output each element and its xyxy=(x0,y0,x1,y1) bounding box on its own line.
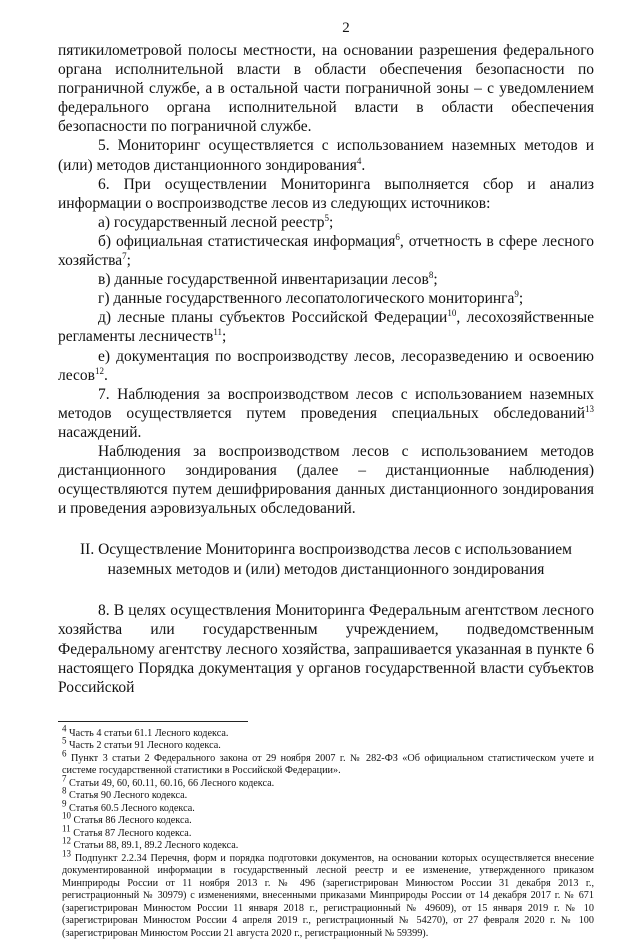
footnote-ref: 7 xyxy=(122,250,127,261)
paragraph: Наблюдения за воспроизводством лесов с использованием методов дистанционного зондирования (далее – дистанционные наблюдения) осуществляются путем дешифрирования данных дистанционного зондирования и проведения аэровизуальных обследований. xyxy=(58,442,594,518)
footnote-ref: 11 xyxy=(213,327,223,338)
footnote: $^{10}$ Статья 86 Лесного кодекса. xyxy=(62,810,192,827)
paragraph: 7. Наблюдения за воспроизводством лесов с использованием наземных методов осуществляется путем проведения специальных обследований$^{13}$ насаждений. xyxy=(58,385,594,441)
footnote-ref: 5 xyxy=(324,212,330,223)
footnote-ref: 8 xyxy=(428,269,434,280)
footnote-ref: 10 xyxy=(447,308,457,319)
paragraph: пятикилометровой полосы местности, на основании разрешения федерального органа исполнительной власти в области обеспечения безопасности по пограничной службе, а в остальной части пограничной зоны – с уведомлением федерального органа исполнительной власти в области обеспечения безопасности по пограничной службе. xyxy=(58,42,594,136)
footnote: $^{12}$ Статьи 88, 89.1, 89.2 Лесного кодекса. xyxy=(62,835,239,852)
footnote: $^7$ Статьи 49, 60, 60.11, 60.16, 66 Лесного кодекса. xyxy=(62,773,275,789)
footnote: $^9$ Статья 60.5 Лесного кодекса. xyxy=(62,798,195,814)
paragraph: 8. В целях осуществления Мониторинга Федеральным агентством лесного хозяйства или государственным учреждением, подведомственным Федеральному агентству лесного хозяйства, запрашивается указанная в пункте 6 настоящего Порядка документация у органов государственной власти субъектов Российской xyxy=(58,602,594,696)
body-text xyxy=(58,41,594,697)
footnote: $^4$ Часть 4 статьи 61.1 Лесного кодекса. xyxy=(62,723,229,739)
paragraph: 5. Мониторинг осуществляется с использованием наземных методов и (или) методов дистанционного зондирования$^4$. xyxy=(58,137,594,174)
list-item: е) документация по воспроизводству лесов, лесоразведению и освоению лесов$^{12}$. xyxy=(58,347,594,384)
footnote: $^{13}$ Подпункт 2.2.34 Перечня, форм и порядка подготовки документов, на основании которых осуществляется внесение документированной информации в государственный лесной реестр и ее изменение, утвержденного приказом Минприроды России от 11 ноября 2013 г. № 496 (зарегистрирован Минюстом России 31 декабря 2013 г., регистрационный № 30979) с изменениями, внесенными приказами Минприроды России от 14 декабря 2017 г. № 671 (зарегистрирован Минюстом России 11 января 2018 г., регистрационный № 49609), от 15 января 2019 г. № 10 (зарегистрирован Минюстом России 4 апреля 2019 г., регистрационный № 54270), от 27 февраля 2020 г. № 100 (зарегистрирован Минюстом России 21 августа 2020 г., регистрационный № 59399). xyxy=(62,848,594,939)
footnote-ref: 13 xyxy=(585,403,594,414)
paragraph: 6. При осуществлении Мониторинга выполняется сбор и анализ информации о воспроизводстве лесов из следующих источников: xyxy=(58,175,594,212)
footnote-ref: 9 xyxy=(514,289,519,300)
list-item: г) данные государственного лесопатологического мониторинга$^9$; xyxy=(98,289,524,308)
footnote: $^5$ Часть 2 статьи 91 Лесного кодекса. xyxy=(62,735,221,752)
footnote: $^6$ Пункт 3 статьи 2 Федерального закона от 29 ноября 2007 г. № 282-ФЗ «Об официальном статистическом учете и системе государственной статистики в Российской Федерации». xyxy=(62,748,594,777)
footnote-ref: 12 xyxy=(94,365,104,376)
footnote: $^8$ Статья 90 Лесного кодекса. xyxy=(62,785,188,802)
footnotes xyxy=(58,723,594,940)
list-item: б) официальная статистическая информация$^6$, отчетность в сфере лесного хозяйства$^7$; xyxy=(58,231,594,270)
list-item: а) государственный лесной реестр$^5$; xyxy=(98,212,334,231)
section-title: II. Осуществление Мониторинга воспроизводства лесов с использованием наземных методов и (или) методов дистанционного зондирования xyxy=(80,541,572,578)
footnote-ref: 6 xyxy=(395,231,400,242)
footnote-divider xyxy=(58,721,248,722)
footnote-ref: 4 xyxy=(356,155,362,166)
list-item: в) данные государственной инвентаризации лесов$^8$; xyxy=(98,269,438,289)
page-number: 2 xyxy=(342,20,350,36)
list-item: д) лесные планы субъектов Российской Федерации$^{10}$, лесохозяйственные регламенты лесничеств$^{11}$; xyxy=(58,308,594,346)
footnote: $^{11}$ Статья 87 Лесного кодекса. xyxy=(62,823,192,839)
